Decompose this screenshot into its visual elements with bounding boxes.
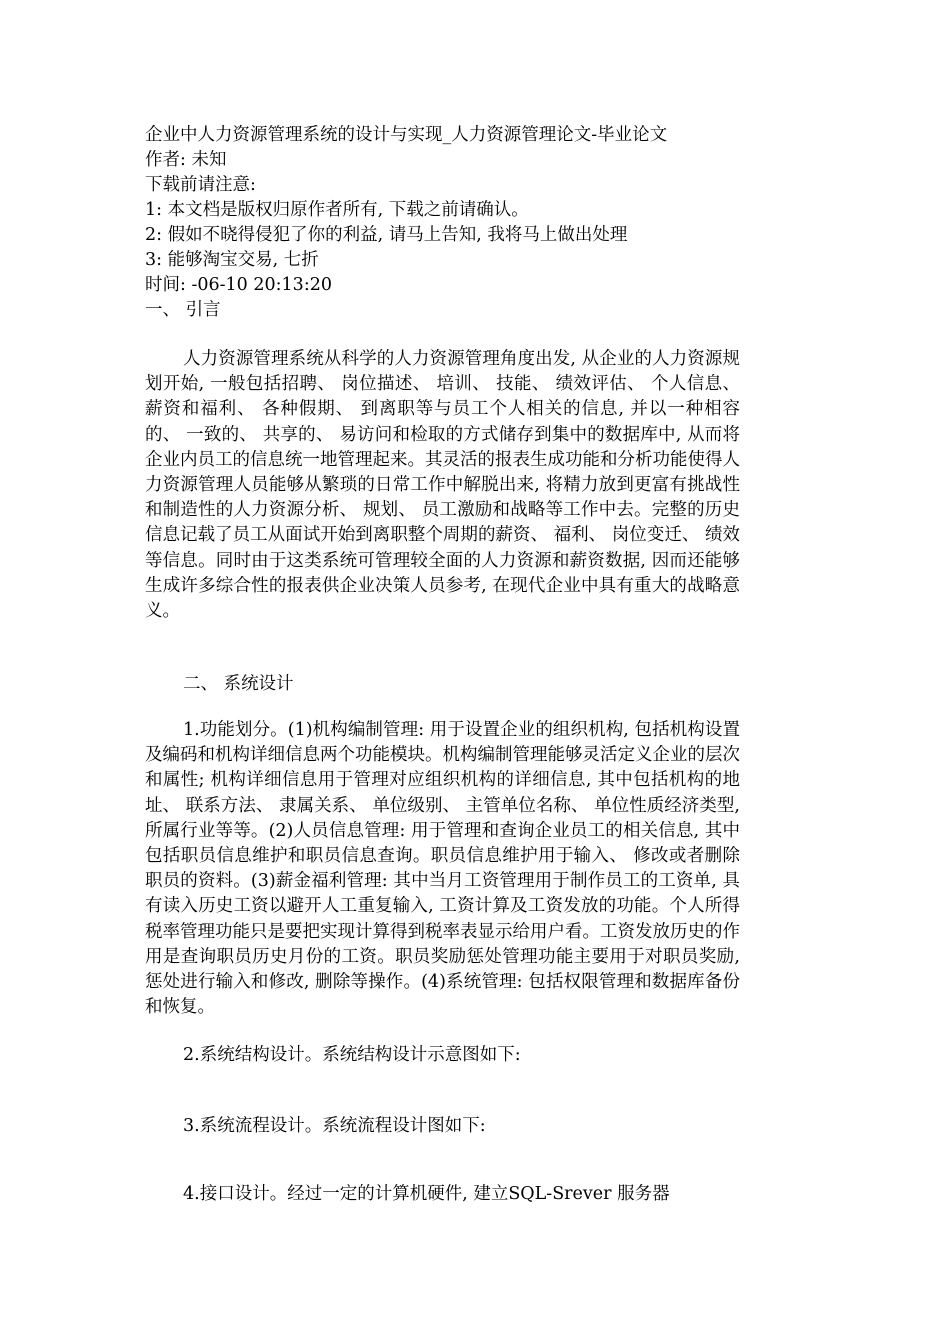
- structure-design-line: 2.系统结构设计。系统结构设计示意图如下:: [183, 1045, 521, 1065]
- notice-item-1: 1: 本文档是版权归原作者所有, 下载之前请确认。: [145, 200, 529, 220]
- intro-paragraph: 人力资源管理系统从科学的人力资源管理角度出发, 从企业的人力资源规划开始, 一般包括招聘、 岗位描述、 培训、 技能、 绩效评估、 个人信息、 薪资和福利、 各种假期、 到离职等与员工个人相关的信息, 并以一种相容的、 一致的、 共享的、 易访问和检取的方式储存到集中的数据库中, 从而将企业内员工的信息统一地管理起来。其灵活的报表生成功能和分析功能使得人力资源管理人员能够从繁琐的日常工作中解脱出来, 将精力放到更富有挑战性和制造性的人力资源分析、 规划、 员工激励和战略等工作中去。完整的历史信息记载了员工从面试开始到离职整个周期的薪资、 福利、 岗位变迁、 绩效等信息。同时由于这类系统可管理较全面的人力资源和薪资数据, 因而还能够生成许多综合性的报表供企业决策人员参考, 在现代企业中具有重大的战略意义。: [145, 349, 740, 622]
- section-heading-intro: 一、 引言: [145, 300, 221, 320]
- author-line: 作者: 未知: [145, 150, 227, 170]
- function-paragraph: 1.功能划分。(1)机构编制管理: 用于设置企业的组织机构, 包括机构设置及编码和机构详细信息两个功能模块。机构编制管理能够灵活定义企业的层次和属性; 机构详细信息用于管理对应组织机构的详细信息, 其中包括机构的地址、 联系方法、 隶属关系、 单位级别、 主管单位名称、 单位性质经济类型, 所属行业等等。(2)人员信息管理: 用于管理和查询企业员工的相关信息, 其中包括职员信息维护和职员信息查询。职员信息维护用于输入、 修改或者删除职员的资料。(3)薪金福利管理: 其中当月工资管理用于制作员工的工资单, 具有读入历史工资以避开人工重复输入, 工资计算及工资发放的功能。个人所得税率管理功能只是要把实现计算得到税率表显示给用户看。工资发放历史的作用是查询职员历史月份的工资。职员奖励惩处管理功能主要用于对职员奖励, 惩处进行输入和修改, 删除等操作。(4)系统管理: 包括权限管理和数据库备份和恢复。: [145, 720, 740, 1018]
- notice-item-2: 2: 假如不晓得侵犯了你的利益, 请马上告知, 我将马上做出处理: [145, 225, 628, 245]
- flow-design-line: 3.系统流程设计。系统流程设计图如下:: [183, 1116, 486, 1136]
- time-line: 时间: -06-10 20:13:20: [145, 275, 332, 295]
- document-title: 企业中人力资源管理系统的设计与实现_人力资源管理论文-毕业论文: [145, 125, 668, 145]
- notice-title: 下载前请注意:: [145, 175, 256, 195]
- section-heading-design: 二、 系统设计: [183, 674, 294, 694]
- interface-design-line: 4.接口设计。经过一定的计算机硬件, 建立SQL-Srever 服务器: [183, 1184, 670, 1204]
- notice-item-3: 3: 能够淘宝交易, 七折: [145, 250, 319, 270]
